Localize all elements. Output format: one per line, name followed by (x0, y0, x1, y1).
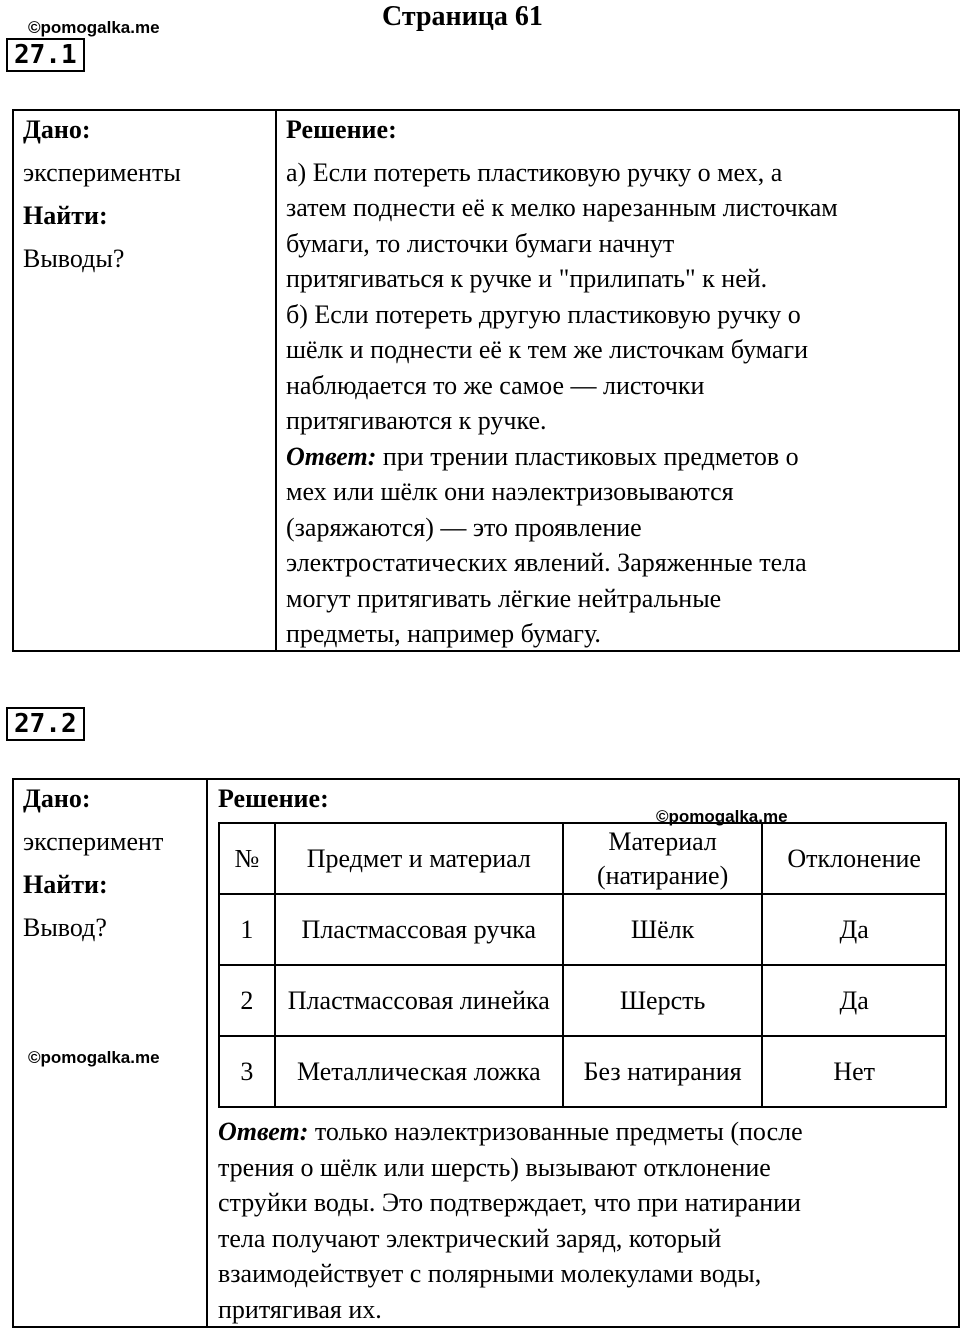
cell-material: Шерсть (563, 965, 762, 1036)
header-material: Материал (натирание) (563, 823, 762, 894)
table-header-row (219, 823, 946, 894)
task2-solution-label: Решение: (218, 784, 329, 813)
page-title: Страница 61 (382, 1, 543, 32)
given-value: эксперименты (23, 157, 181, 187)
cell-number: 1 (219, 894, 275, 965)
answer-line: предметы, например бумагу. (286, 619, 601, 648)
solution-line: наблюдается то же самое — листочки (286, 370, 705, 400)
answer-text: только наэлектризованные предметы (после (308, 1117, 803, 1146)
solution-line: притягиваться к ручке и "прилипать" к ней. (286, 264, 768, 293)
given-label: Дано: (23, 115, 91, 144)
answer-line (218, 1114, 953, 1150)
task-number-27-1: 27.1 (6, 38, 85, 72)
cell-deflection: Нет (762, 1036, 946, 1107)
cell-material: Шёлк (563, 894, 762, 965)
solution-line: притягиваются к ручке. (286, 406, 547, 435)
cell-number: 2 (219, 965, 275, 1036)
task2-answer (218, 1114, 953, 1327)
cell-material: Без натирания (563, 1036, 762, 1107)
answer-line: трения о шёлк или шерсть) вызывают отклонение (218, 1152, 771, 1182)
header-deflection: Отклонение (762, 823, 946, 894)
table-row (219, 894, 946, 965)
table-row (219, 965, 946, 1036)
task1-divider (275, 109, 277, 652)
given-label: Дано: (23, 784, 91, 813)
task-number-27-2: 27.2 (6, 707, 85, 741)
answer-label: Ответ: (218, 1117, 309, 1146)
find-label: Найти: (23, 870, 108, 899)
cell-deflection: Да (762, 965, 946, 1036)
find-label: Найти: (23, 201, 108, 230)
cell-deflection: Да (762, 894, 946, 965)
answer-label: Ответ: (286, 441, 377, 471)
watermark-table: ©pomogalka.me (656, 807, 788, 826)
cell-object: Пластмассовая ручка (275, 894, 563, 965)
watermark-top: ©pomogalka.me (28, 18, 160, 37)
solution-line: шёлк и поднести её к тем же листочкам бумаги (286, 335, 808, 364)
answer-line: струйки воды. Это подтверждает, что при натирании (218, 1188, 801, 1217)
answer-line: притягивая их. (218, 1294, 382, 1324)
watermark-left: ©pomogalka.me (28, 1048, 160, 1067)
find-value: Выводы? (23, 243, 125, 273)
solution-text (286, 155, 954, 652)
answer-line: электростатических явлений. Заряженные тела (286, 548, 807, 577)
solution-line: затем поднести её к мелко нарезанным листочкам (286, 193, 838, 222)
find-value: Вывод? (23, 912, 107, 942)
solution-line: б) Если потереть другую пластиковую ручку о (286, 299, 801, 329)
task1-solution (286, 112, 954, 652)
task2-given-column (23, 781, 163, 945)
header-number: № (219, 823, 275, 894)
solution-line: бумаги, то листочки бумаги начнут (286, 228, 675, 258)
answer-line: взаимодействует с полярными молекулами воды, (218, 1259, 762, 1288)
table-row (219, 1036, 946, 1107)
cell-object: Металлическая ложка (275, 1036, 563, 1107)
task2-divider (206, 778, 208, 1328)
answer-line: мех или шёлк они наэлектризовываются (286, 477, 734, 506)
header-object: Предмет и материал (275, 823, 563, 894)
task1-given-column (23, 112, 181, 276)
experiment-table (218, 822, 947, 1108)
answer-text: при трении пластиковых предметов о (376, 441, 799, 471)
answer-line: (заряжаются) — это проявление (286, 512, 642, 542)
solution-line: а) Если потереть пластиковую ручку о мех, а (286, 157, 783, 187)
given-value: эксперимент (23, 826, 164, 856)
cell-number: 3 (219, 1036, 275, 1107)
answer-line: тела получают электрический заряд, который (218, 1223, 722, 1253)
answer-line (286, 439, 954, 475)
solution-label: Решение: (286, 115, 397, 144)
answer-line: могут притягивать лёгкие нейтральные (286, 583, 722, 613)
cell-object: Пластмассовая линейка (275, 965, 563, 1036)
